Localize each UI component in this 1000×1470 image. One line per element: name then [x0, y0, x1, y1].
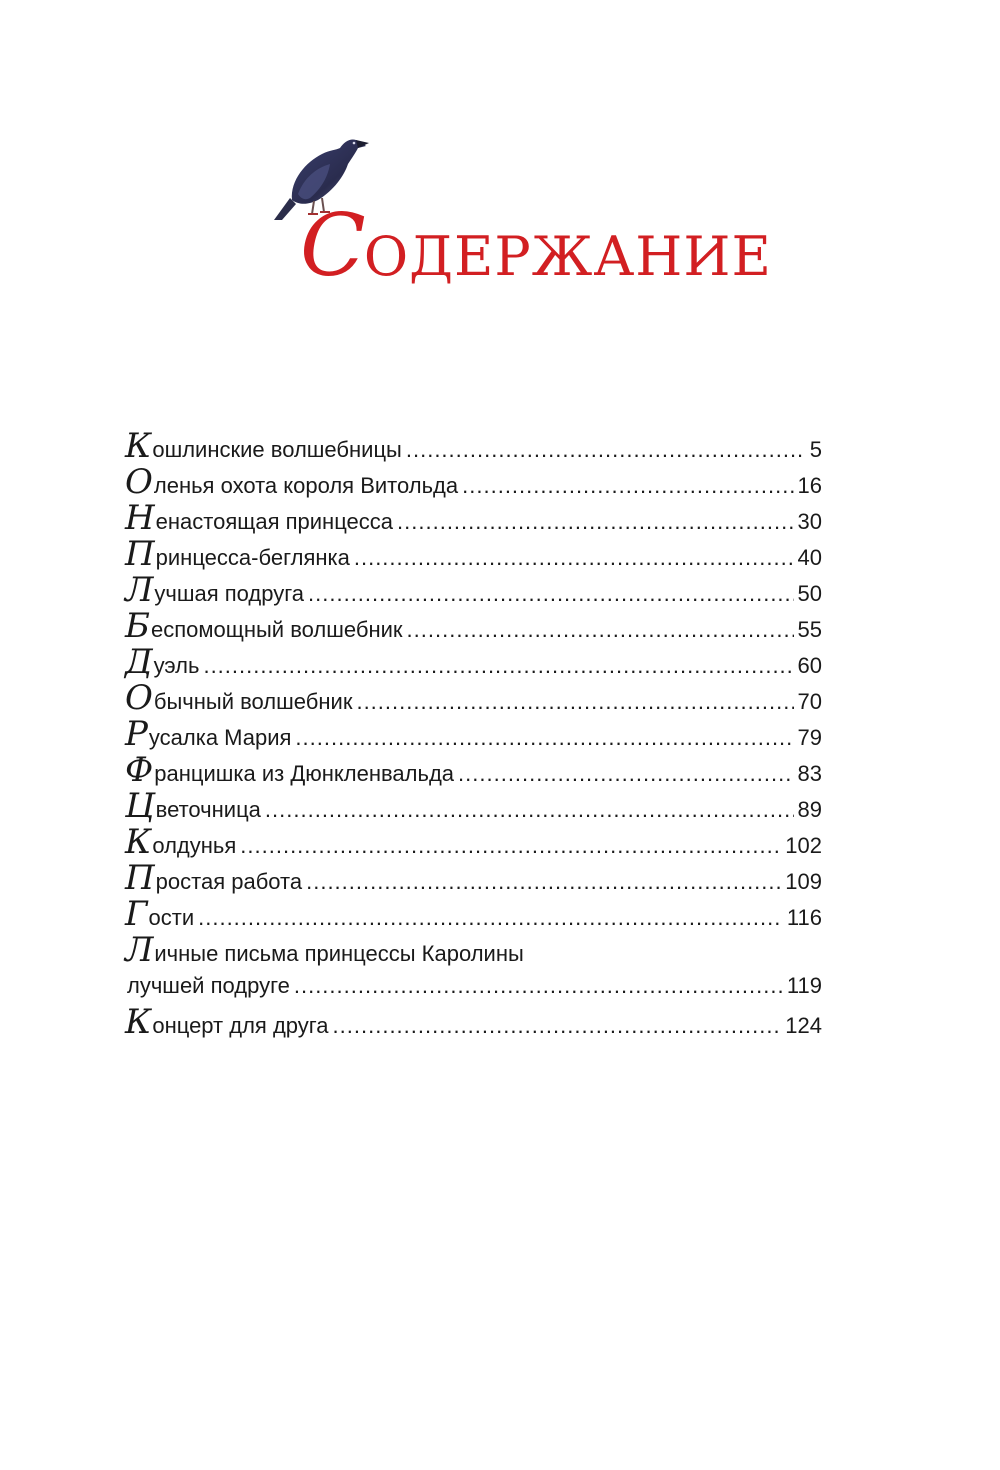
dot-leader — [198, 900, 783, 936]
toc-entry-title: ростая работа — [155, 869, 303, 894]
toc-entry-page: 60 — [797, 653, 822, 678]
toc-entry-initial: П — [125, 858, 155, 898]
toc-entry-initial: Л — [125, 570, 154, 610]
title-rest: ОДЕРЖАНИЕ — [363, 225, 772, 288]
toc-entry-initial: Н — [125, 498, 155, 538]
title-initial: С — [300, 196, 364, 296]
toc-entry[interactable] — [125, 752, 822, 788]
toc-entry-initial: Г — [125, 894, 148, 934]
toc-entry-initial: Ц — [125, 786, 155, 826]
dot-leader — [462, 468, 793, 504]
toc-entry[interactable] — [125, 788, 822, 824]
dot-leader — [458, 756, 793, 792]
toc-entry-page: 116 — [786, 905, 822, 930]
dot-leader — [406, 432, 804, 468]
dot-leader — [306, 864, 781, 900]
toc-entry-page: 70 — [797, 689, 822, 714]
table-of-contents — [125, 428, 822, 1040]
toc-entry-title: олдунья — [152, 833, 237, 858]
toc-entry-page: 89 — [797, 797, 822, 822]
toc-entry-page: 5 — [809, 437, 822, 462]
toc-entry[interactable] — [125, 896, 822, 932]
toc-entry[interactable] — [125, 536, 822, 572]
toc-entry-title: онцерт для друга — [152, 1013, 329, 1038]
toc-entry-continuation[interactable] — [125, 968, 822, 1004]
toc-entry-initial: К — [125, 822, 152, 862]
toc-entry-initial: О — [125, 678, 153, 718]
page-title — [300, 196, 772, 296]
toc-entry-initial: Б — [125, 606, 150, 646]
toc-entry-page: 50 — [797, 581, 822, 606]
toc-entry[interactable] — [125, 644, 822, 680]
toc-entry-title: енастоящая принцесса — [155, 509, 394, 534]
toc-entry-title: ленья охота короля Витольда — [153, 473, 459, 498]
dot-leader — [294, 968, 783, 1004]
toc-entry-page: 79 — [797, 725, 822, 750]
toc-entry-title: ошлинские волшебницы — [152, 437, 402, 462]
toc-entry-initial: О — [125, 462, 153, 502]
toc-entry-page: 16 — [797, 473, 822, 498]
toc-entry-initial: К — [125, 426, 152, 466]
toc-entry-title: ринцесса-беглянка — [155, 545, 350, 570]
toc-entry-title: ранцишка из Дюнкленвальда — [154, 761, 455, 786]
toc-entry-title: ости — [148, 905, 195, 930]
toc-entry-title: еспомощный волшебник — [151, 617, 403, 642]
toc-entry[interactable] — [125, 932, 822, 968]
dot-leader — [356, 684, 793, 720]
toc-entry-title: ичные письма принцессы Каролины — [154, 941, 524, 966]
toc-entry-title: веточница — [155, 797, 261, 822]
dot-leader — [354, 540, 794, 576]
dot-leader — [265, 792, 794, 828]
toc-entry[interactable] — [125, 464, 822, 500]
toc-entry[interactable] — [125, 500, 822, 536]
toc-entry-initial: Р — [125, 714, 148, 754]
toc-entry[interactable] — [125, 680, 822, 716]
toc-entry-page: 109 — [785, 869, 822, 894]
toc-entry-initial: Л — [125, 930, 154, 970]
toc-entry[interactable] — [125, 608, 822, 644]
toc-entry-page: 40 — [797, 545, 822, 570]
dot-leader — [308, 576, 794, 612]
toc-entry-page: 119 — [786, 973, 822, 998]
dot-leader — [407, 612, 794, 648]
toc-entry[interactable] — [125, 824, 822, 860]
toc-entry-initial: Д — [125, 642, 153, 682]
toc-entry-page: 83 — [797, 761, 822, 786]
toc-entry[interactable] — [125, 1004, 822, 1040]
toc-entry-initial: Ф — [125, 750, 154, 790]
toc-entry-page: 124 — [785, 1013, 822, 1038]
toc-entry[interactable] — [125, 716, 822, 752]
toc-entry-page: 55 — [797, 617, 822, 642]
toc-entry-title: учшая подруга — [154, 581, 305, 606]
toc-entry[interactable] — [125, 428, 822, 464]
toc-entry[interactable] — [125, 572, 822, 608]
toc-entry-page: 30 — [797, 509, 822, 534]
dot-leader — [333, 1008, 782, 1044]
toc-entry[interactable] — [125, 860, 822, 896]
toc-entry-initial: П — [125, 534, 155, 574]
toc-entry-title: бычный волшебник — [153, 689, 353, 714]
dot-leader — [397, 504, 793, 540]
toc-entry-title-continuation: лучшей подруге — [127, 973, 290, 998]
dot-leader — [295, 720, 793, 756]
toc-entry-page: 102 — [785, 833, 822, 858]
toc-entry-title: усалка Мария — [148, 725, 292, 750]
toc-entry-initial: К — [125, 1002, 152, 1042]
dot-leader — [203, 648, 793, 684]
dot-leader — [240, 828, 781, 864]
toc-entry-title: уэль — [153, 653, 200, 678]
